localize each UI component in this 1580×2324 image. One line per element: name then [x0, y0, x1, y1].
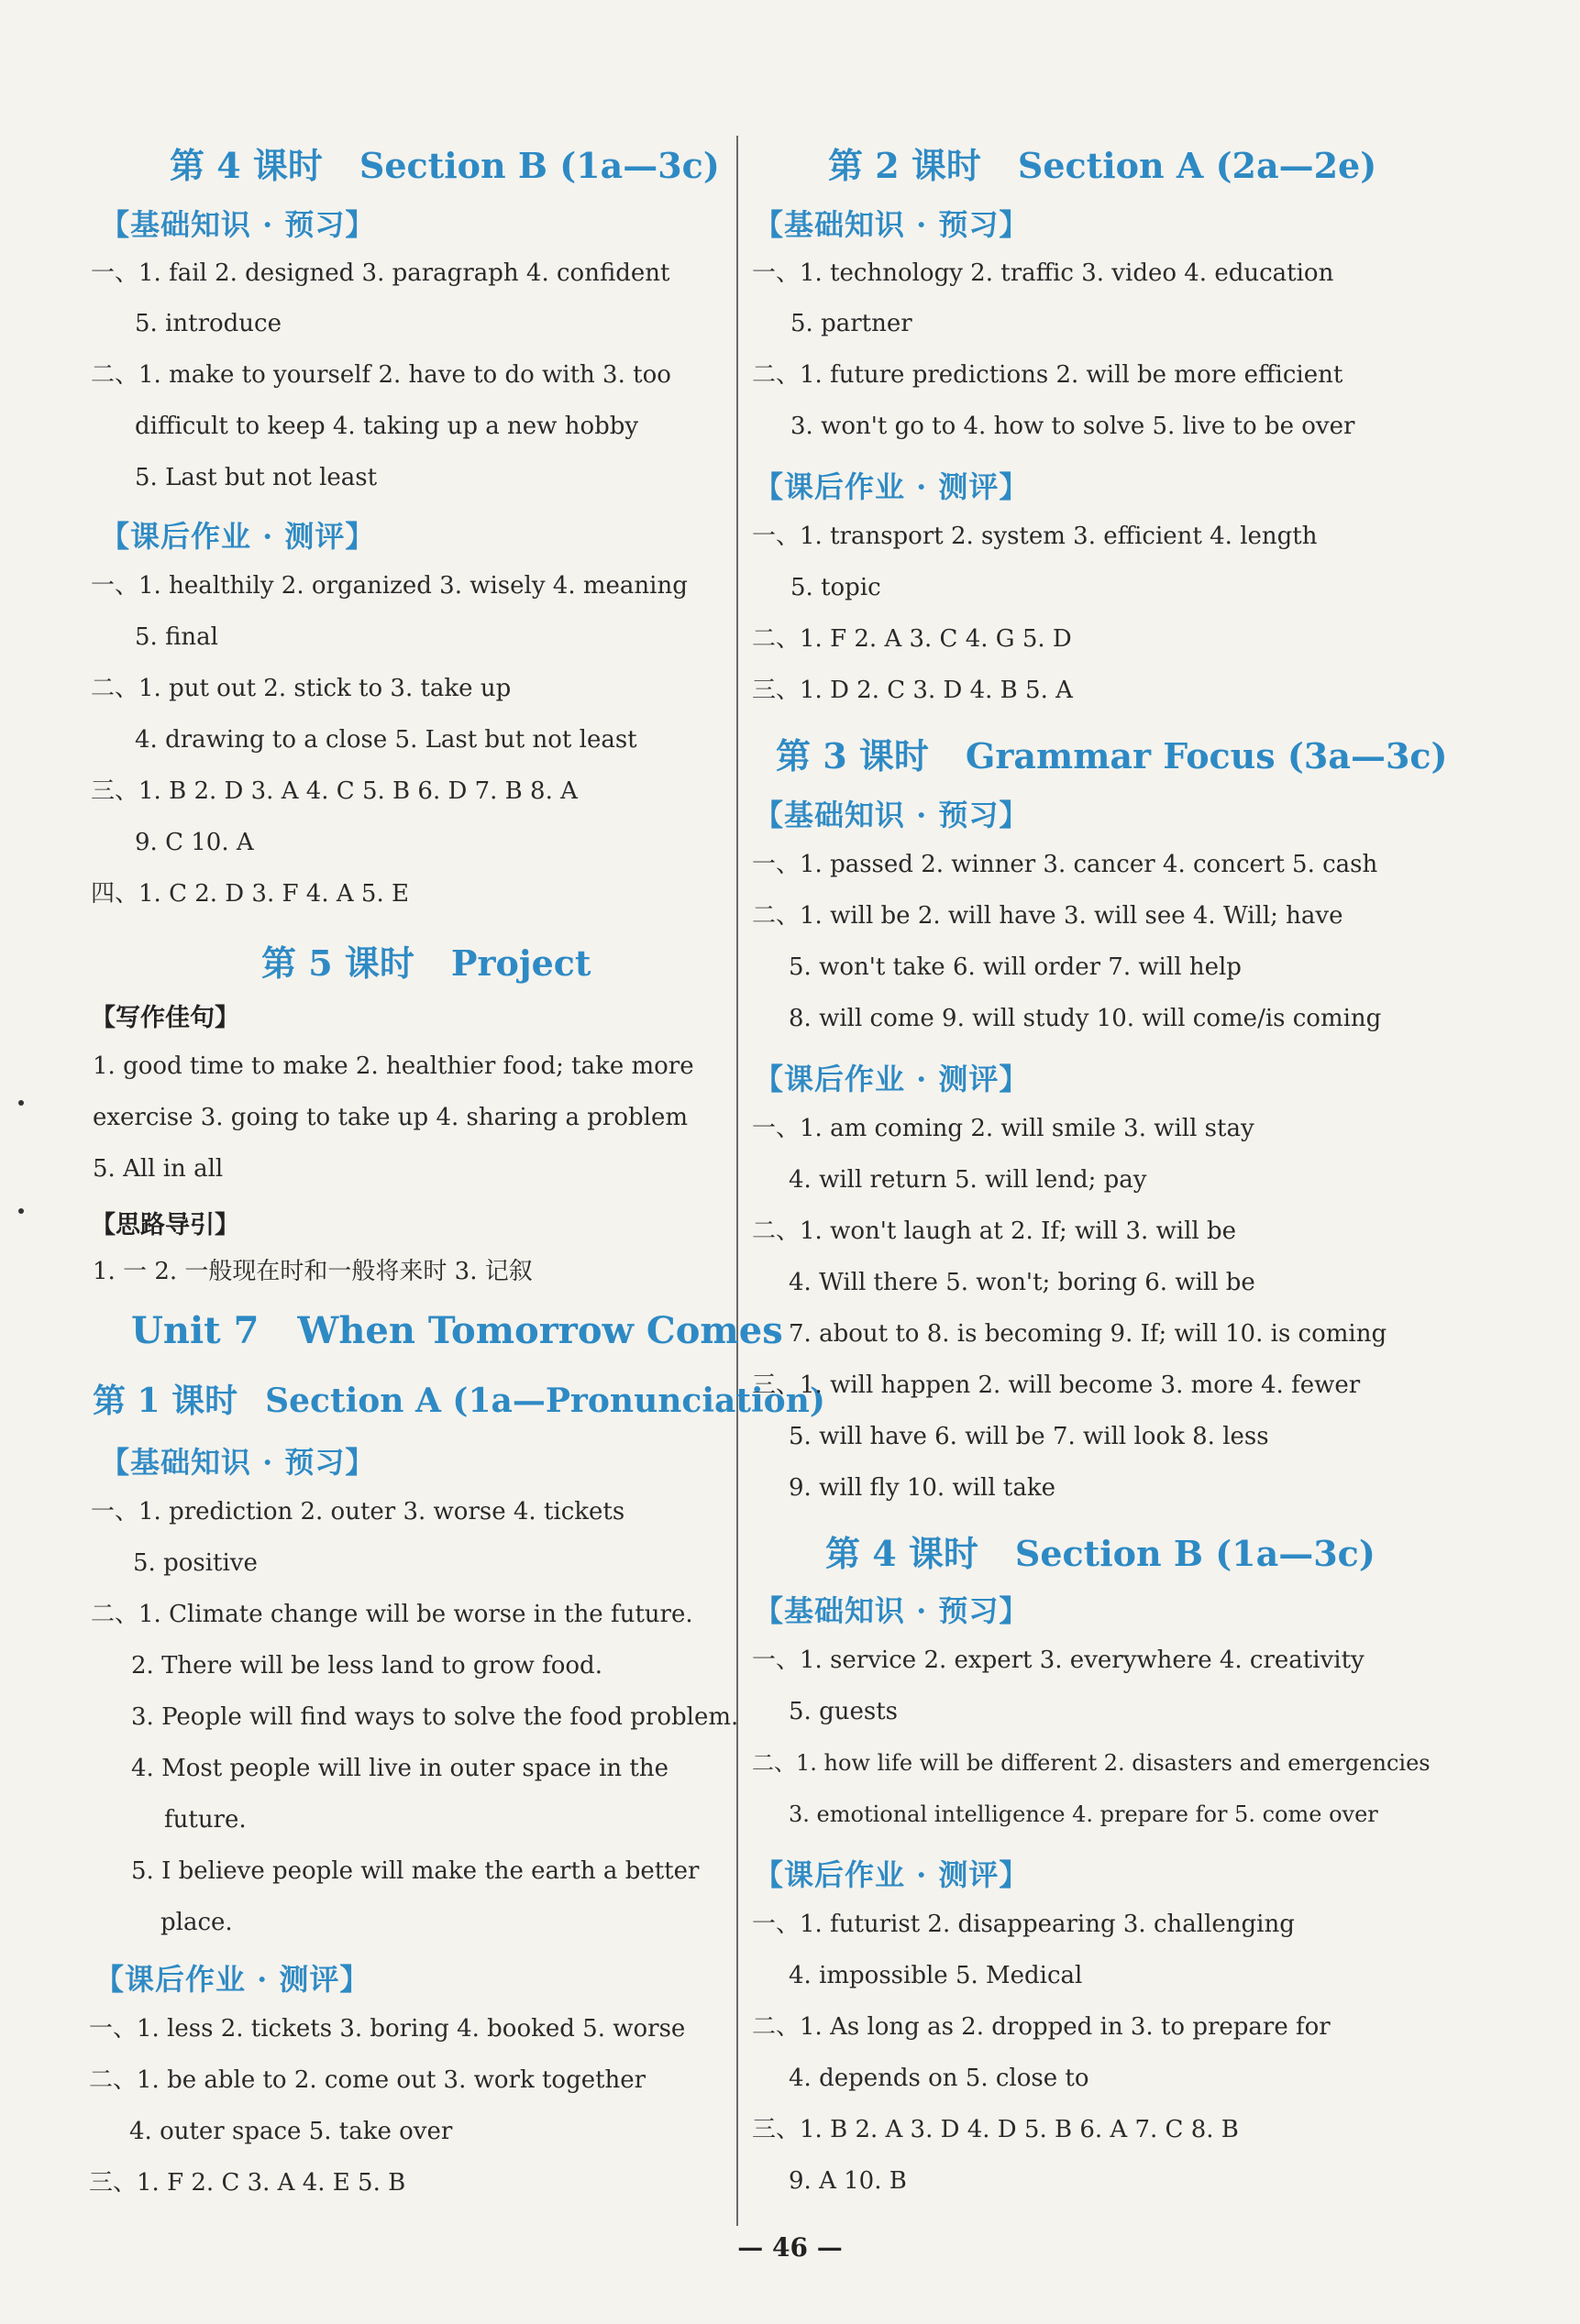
section-name: Section B (1a—3c) — [359, 145, 720, 186]
answer-line: future. — [164, 1806, 247, 1834]
answer-line: 三、1. will happen 2. will become 3. more 4. fewer — [752, 1371, 1361, 1399]
answer-line: 5. guests — [789, 1698, 898, 1725]
section-tag: 【思路导引】 — [91, 1211, 239, 1239]
answer-line: 4. depends on 5. close to — [789, 2065, 1089, 2092]
margin-dot — [18, 1100, 24, 1106]
section-tag: 【课后作业 · 测评】 — [100, 519, 376, 554]
answer-line: 1. 一 2. 一般现在时和一般将来时 3. 记叙 — [93, 1258, 533, 1285]
section-tag: 【基础知识 · 预习】 — [754, 798, 1030, 832]
answer-line: 5. introduce — [135, 310, 282, 337]
answer-line: 8. will come 9. will study 10. will come/is coming — [789, 1005, 1382, 1032]
answer-line: 一、1. fail 2. designed 3. paragraph 4. confident — [91, 259, 670, 287]
answer-line: 二、1. Climate change will be worse in the future. — [91, 1601, 693, 1628]
lesson-title — [93, 1375, 862, 1422]
section-tag: 【基础知识 · 预习】 — [100, 207, 376, 242]
lesson-number: 第 4 课时 — [170, 145, 323, 186]
answer-line: 三、1. D 2. C 3. D 4. B 5. A — [752, 677, 1073, 704]
answer-line: 5. final — [135, 623, 218, 651]
answer-line: 一、1. technology 2. traffic 3. video 4. education — [752, 259, 1334, 287]
answer-line: 二、1. won't laugh at 2. If; will 3. will be — [752, 1217, 1237, 1245]
answer-line: 三、1. F 2. C 3. A 4. E 5. B — [89, 2169, 406, 2197]
answer-line: 4. will return 5. will lend; pay — [789, 1166, 1147, 1194]
margin-dot — [18, 1208, 24, 1214]
lesson-title — [776, 728, 1485, 778]
unit-title — [131, 1309, 822, 1352]
answer-line: 一、1. less 2. tickets 3. boring 4. booked 5. worse — [89, 2015, 686, 2043]
answer-line: 2. There will be less land to grow food. — [131, 1652, 602, 1680]
section-tag: 【基础知识 · 预习】 — [754, 207, 1030, 242]
answer-line: 3. People will find ways to solve the food problem. — [131, 1703, 739, 1731]
answer-line: 二、1. future predictions 2. will be more efficient — [752, 361, 1343, 389]
lesson-number: 第 3 课时 — [776, 735, 929, 777]
section-tag: 【课后作业 · 测评】 — [754, 1062, 1030, 1096]
answer-line: 9. will fly 10. will take — [789, 1474, 1056, 1502]
answer-line: 一、1. futurist 2. disappearing 3. challenging — [752, 1911, 1295, 1938]
answer-line: 3. won't go to 4. how to solve 5. live to be over — [790, 413, 1355, 440]
answer-line: 3. emotional intelligence 4. prepare for 5. come over — [789, 1801, 1378, 1827]
answer-line: 5. topic — [790, 574, 881, 601]
answer-line: exercise 3. going to take up 4. sharing a problem — [93, 1104, 688, 1131]
answer-line: 5. will have 6. will be 7. will look 8. less — [789, 1423, 1269, 1450]
answer-line: 5. Last but not least — [135, 464, 378, 491]
section-name: Section B (1a—3c) — [1014, 1533, 1376, 1574]
answer-line: 二、1. put out 2. stick to 3. take up — [91, 675, 512, 702]
section-tag: 【基础知识 · 预习】 — [100, 1445, 376, 1480]
answer-line: 三、1. B 2. A 3. D 4. D 5. B 6. A 7. C 8. B — [752, 2116, 1239, 2143]
answer-line: 一、1. prediction 2. outer 3. worse 4. tickets — [91, 1498, 625, 1525]
lesson-title — [828, 138, 1413, 188]
answer-line: 一、1. passed 2. winner 3. cancer 4. concert 5. cash — [752, 851, 1378, 878]
section-tag: 【课后作业 · 测评】 — [94, 1962, 370, 1997]
section-name: Section A (2a—2e) — [1017, 145, 1377, 186]
unit-number: Unit 7 — [131, 1309, 260, 1352]
answer-line: 二、1. As long as 2. dropped in 3. to prepare for — [752, 2013, 1331, 2041]
column-divider — [736, 136, 738, 2226]
answer-line: 4. drawing to a close 5. Last but not least — [135, 726, 637, 754]
answer-line: 5. partner — [790, 310, 912, 337]
unit-name: When Tomorrow Comes — [297, 1309, 783, 1352]
answer-line: 5. positive — [133, 1549, 258, 1577]
lesson-number: 第 1 课时 — [93, 1382, 238, 1420]
answer-line: 四、1. C 2. D 3. F 4. A 5. E — [91, 880, 409, 908]
answer-line: 二、1. F 2. A 3. C 4. G 5. D — [752, 625, 1072, 653]
answer-line: 一、1. healthily 2. organized 3. wisely 4. meaning — [91, 572, 688, 600]
lesson-title — [170, 138, 757, 188]
answer-line: 4. Will there 5. won't; boring 6. will be — [789, 1269, 1255, 1296]
answer-line: 二、1. how life will be different 2. disasters and emergencies — [752, 1750, 1431, 1776]
answer-line: difficult to keep 4. taking up a new hobby — [135, 413, 639, 440]
section-name: Section A (1a—Pronunciation) — [265, 1382, 825, 1420]
lesson-number: 第 2 课时 — [828, 145, 981, 186]
section-tag: 【课后作业 · 测评】 — [754, 1857, 1030, 1892]
answer-line: 4. outer space 5. take over — [129, 2118, 453, 2145]
page-number: — 46 — — [737, 2232, 843, 2263]
answer-line: 7. about to 8. is becoming 9. If; will 10. is coming — [789, 1320, 1387, 1348]
answer-line: 4. impossible 5. Medical — [789, 1962, 1083, 1989]
section-tag: 【写作佳句】 — [91, 1004, 239, 1032]
answer-line: place. — [160, 1909, 233, 1936]
lesson-number: 第 4 课时 — [825, 1533, 978, 1574]
answer-line: 一、1. transport 2. system 3. efficient 4. length — [752, 523, 1318, 550]
answer-line: 二、1. will be 2. will have 3. will see 4. Will; have — [752, 902, 1343, 930]
answer-line: 三、1. B 2. D 3. A 4. C 5. B 6. D 7. B 8. A — [91, 777, 578, 805]
answer-line: 9. A 10. B — [789, 2167, 907, 2195]
section-name: Grammar Focus (3a—3c) — [965, 735, 1448, 777]
section-name: Project — [450, 942, 591, 984]
answer-line: 一、1. service 2. expert 3. everywhere 4. creativity — [752, 1647, 1365, 1674]
section-tag: 【基础知识 · 预习】 — [754, 1593, 1030, 1628]
lesson-number: 第 5 课时 — [261, 942, 414, 984]
lesson-title — [261, 935, 627, 986]
answer-line: 二、1. make to yourself 2. have to do with 3. too — [91, 361, 671, 389]
answer-line: 1. good time to make 2. healthier food; take more — [93, 1052, 694, 1080]
answer-line: 二、1. be able to 2. come out 3. work together — [89, 2066, 646, 2094]
answer-line: 9. C 10. A — [135, 829, 254, 856]
answer-line: 5. won't take 6. will order 7. will help — [789, 953, 1242, 981]
answer-line: 5. I believe people will make the earth a better — [131, 1857, 700, 1885]
answer-line: 一、1. am coming 2. will smile 3. will stay — [752, 1115, 1254, 1142]
answer-line: 4. Most people will live in outer space in the — [131, 1755, 668, 1782]
answer-line: 5. All in all — [93, 1155, 224, 1183]
section-tag: 【课后作业 · 测评】 — [754, 469, 1030, 504]
lesson-title — [825, 1525, 1412, 1576]
